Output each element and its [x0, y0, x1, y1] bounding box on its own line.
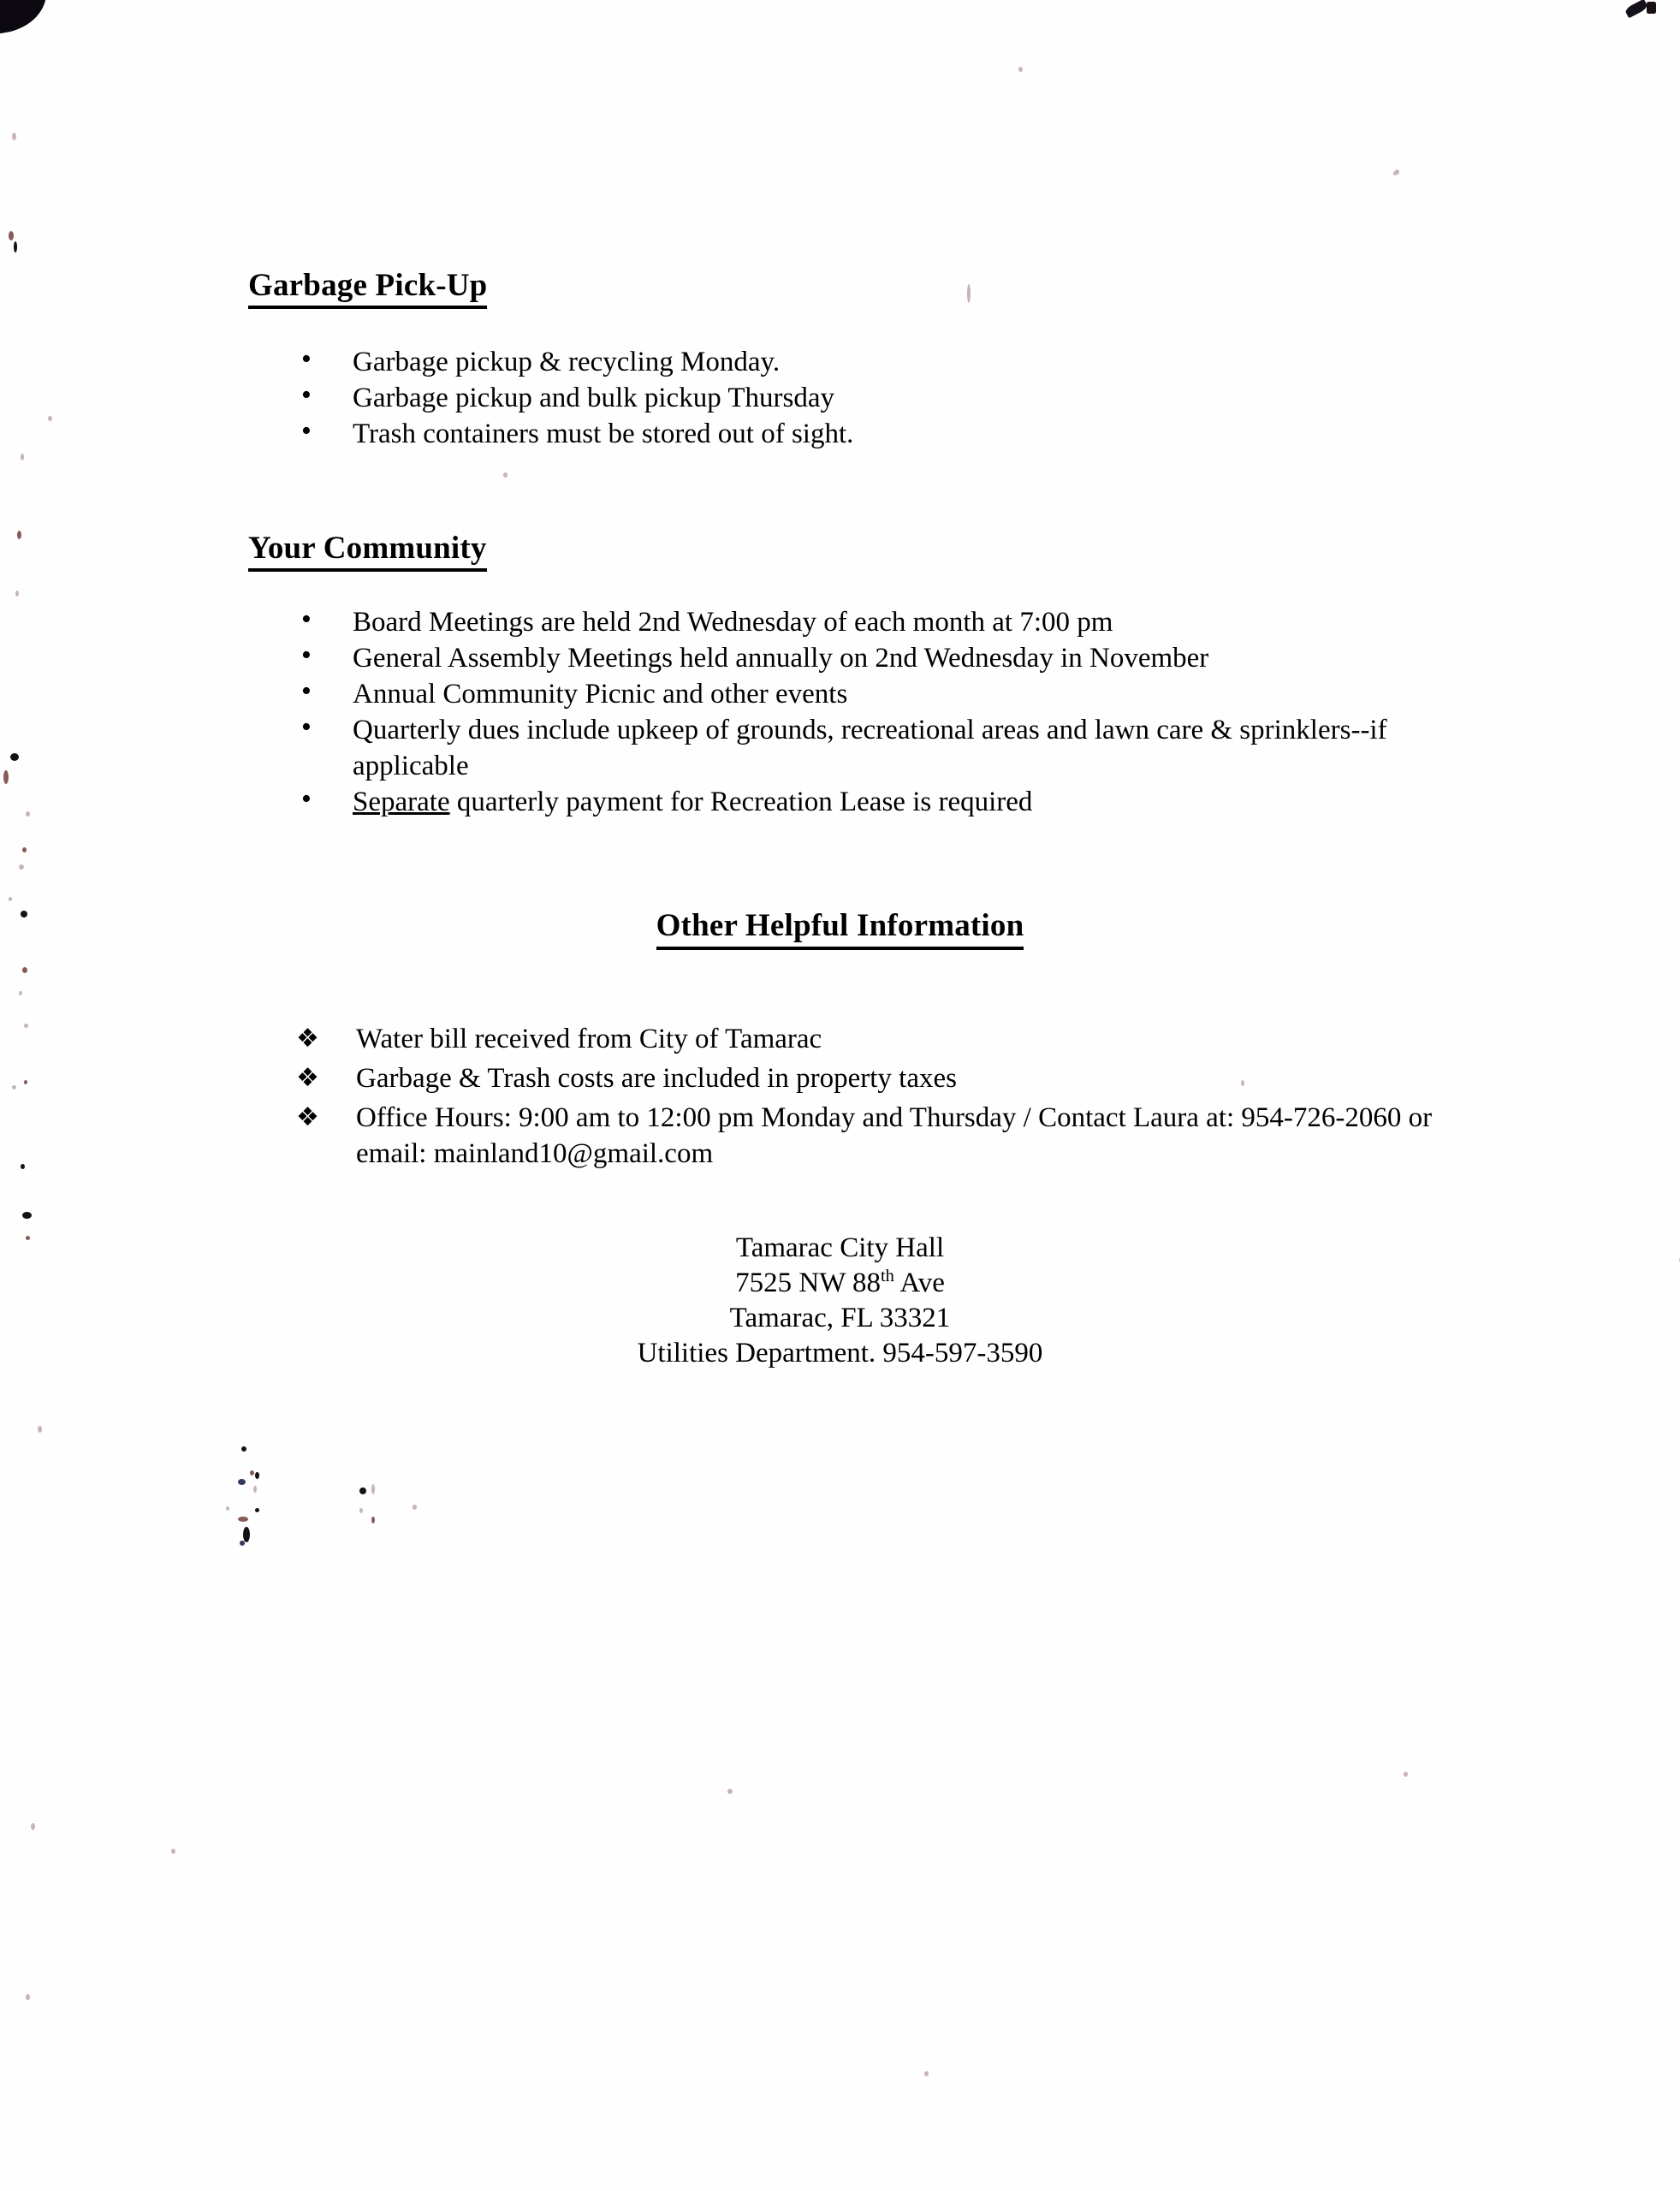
list-item-text: Garbage pickup and bulk pickup Thursday — [353, 383, 834, 413]
list-item — [291, 416, 1489, 452]
footer-line-street — [0, 1266, 1680, 1301]
list-item — [291, 676, 1481, 712]
list-item-office-hours — [291, 1100, 1506, 1172]
list-item-separate-payment — [291, 784, 1481, 820]
footer-line-city-state-zip: Tamarac, FL 33321 — [729, 1303, 951, 1333]
list-item — [291, 1060, 1506, 1096]
bullet-list-garbage-pick-up — [291, 344, 1489, 452]
list-item-text: Annual Community Picnic and other events — [353, 679, 848, 710]
street-prefix: 7525 NW 88 — [735, 1268, 881, 1298]
list-item-text: Garbage pickup & recycling Monday. — [353, 347, 781, 377]
list-item-text: Board Meetings are held 2nd Wednesday of each month at 7:00 pm — [353, 607, 1113, 638]
list-item-text: Trash containers must be stored out of sight. — [353, 419, 854, 449]
bullet-list-your-community — [291, 604, 1481, 820]
list-item-text: Quarterly dues include upkeep of grounds, recreational areas and lawn care & sprinklers--if applicable — [353, 715, 1387, 781]
list-item — [291, 344, 1489, 380]
ordinal-suffix: th — [881, 1267, 894, 1286]
list-item — [291, 604, 1481, 640]
list-item-text: Water bill received from City of Tamarac — [356, 1024, 822, 1054]
bullet-list-other-helpful-information — [291, 1021, 1506, 1175]
list-item — [291, 1021, 1506, 1057]
list-item-text: Garbage & Trash costs are included in property taxes — [356, 1063, 957, 1094]
footer-line-city-hall: Tamarac City Hall — [735, 1232, 945, 1263]
street-suffix: Ave — [893, 1268, 945, 1298]
section-heading-garbage-pick-up — [248, 270, 487, 309]
heading-text: Garbage Pick-Up — [248, 270, 487, 309]
list-item-text: General Assembly Meetings held annually on 2nd Wednesday in November — [353, 643, 1209, 674]
list-item-text: Office Hours: 9:00 am to 12:00 pm Monday and Thursday / Contact Laura at: 954-726-2060 or email: mainland10@gmail.com — [356, 1102, 1433, 1169]
section-heading-your-community — [248, 532, 487, 572]
section-heading-other-helpful-information — [0, 907, 1680, 950]
list-item — [291, 712, 1481, 784]
underlined-word: Separate — [353, 787, 450, 817]
heading-text: Your Community — [248, 532, 487, 572]
list-item — [291, 380, 1489, 416]
heading-text: Other Helpful Information — [656, 907, 1024, 950]
list-item — [291, 640, 1481, 676]
footer-line-utilities-dept: Utilities Department. 954-597-3590 — [637, 1338, 1043, 1369]
footer-address-block — [0, 1231, 1680, 1371]
list-item-text-remainder: quarterly payment for Recreation Lease is required — [449, 787, 1033, 817]
